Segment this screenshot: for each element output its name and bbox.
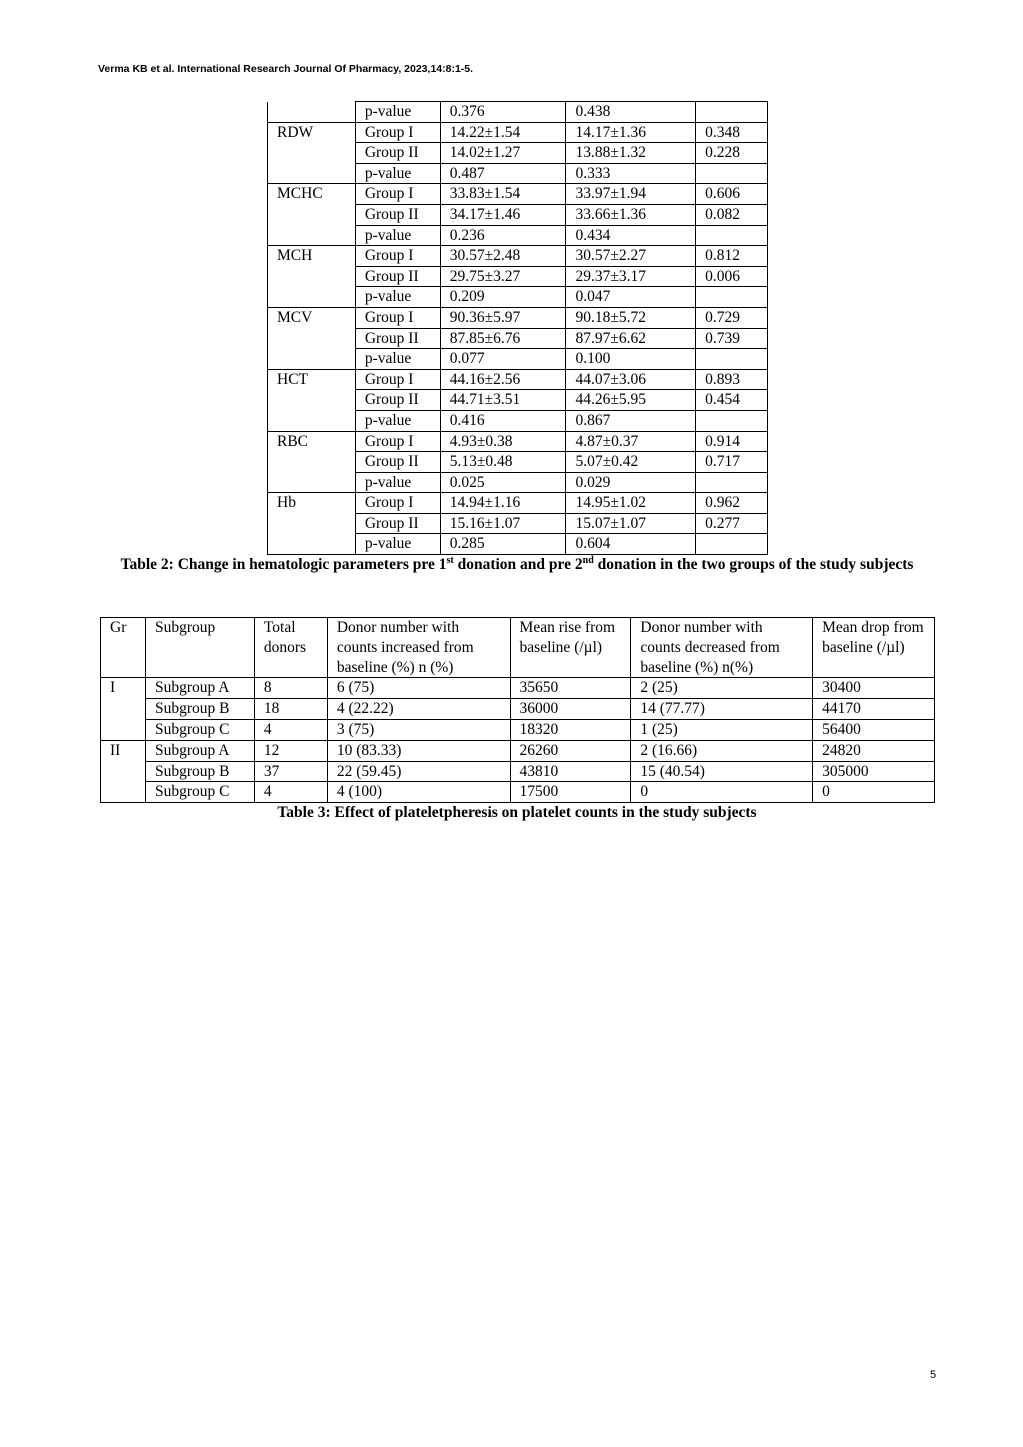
group-cell: Group II xyxy=(355,452,440,473)
total-donors-cell: 4 xyxy=(254,719,327,740)
mean-drop-cell: 56400 xyxy=(813,719,935,740)
decreased-count-cell: 15 (40.54) xyxy=(631,761,813,782)
table-row xyxy=(268,102,768,123)
group-cell: p-value xyxy=(355,410,440,431)
decreased-count-cell: 2 (25) xyxy=(631,678,813,699)
subgroup-cell: Subgroup B xyxy=(145,699,254,720)
table-row xyxy=(101,719,935,740)
total-donors-cell: 12 xyxy=(254,740,327,761)
table-row xyxy=(268,225,768,246)
increased-count-cell: 4 (22.22) xyxy=(327,699,510,720)
parameter-cell: MCHC xyxy=(268,184,356,205)
table-3-platelet-counts xyxy=(100,617,935,803)
pre-first-donation-cell: 14.22±1.54 xyxy=(440,122,566,143)
pre-second-donation-cell: 0.047 xyxy=(566,287,696,308)
group-cell: I xyxy=(101,678,146,699)
pre-first-donation-cell: 0.236 xyxy=(440,225,566,246)
group-cell: Group II xyxy=(355,204,440,225)
group-cell: Group II xyxy=(355,266,440,287)
p-value-cell: 0.812 xyxy=(696,246,768,267)
table-3-caption: Table 3: Effect of plateletpheresis on platelet counts in the study subjects xyxy=(277,804,757,821)
group-cell xyxy=(101,699,146,720)
parameter-cell xyxy=(268,452,356,473)
group-cell: p-value xyxy=(355,472,440,493)
p-value-cell xyxy=(696,163,768,184)
decreased-count-cell: 14 (77.77) xyxy=(631,699,813,720)
mean-rise-cell: 26260 xyxy=(510,740,631,761)
group-cell: Group I xyxy=(355,246,440,267)
group-cell: Group II xyxy=(355,328,440,349)
running-head: Verma KB et al. International Research Journal Of Pharmacy, 2023,14:8:1-5. xyxy=(98,63,474,75)
table-row xyxy=(101,761,935,782)
p-value-cell: 0.717 xyxy=(696,452,768,473)
pre-first-donation-cell: 5.13±0.48 xyxy=(440,452,566,473)
parameter-cell xyxy=(268,328,356,349)
pre-first-donation-cell: 29.75±3.27 xyxy=(440,266,566,287)
increased-count-cell: 10 (83.33) xyxy=(327,740,510,761)
mean-drop-cell: 305000 xyxy=(813,761,935,782)
parameter-cell: Hb xyxy=(268,493,356,514)
pre-first-donation-cell: 0.416 xyxy=(440,410,566,431)
p-value-cell: 0.914 xyxy=(696,431,768,452)
table-row xyxy=(101,699,935,720)
group-cell xyxy=(101,761,146,782)
group-cell xyxy=(101,719,146,740)
decreased-count-cell: 2 (16.66) xyxy=(631,740,813,761)
group-cell: Group I xyxy=(355,431,440,452)
group-cell: II xyxy=(101,740,146,761)
column-header: Donor number with counts decreased from baseline (%) n(%) xyxy=(631,618,813,678)
table-row xyxy=(268,513,768,534)
column-header: Subgroup xyxy=(145,618,254,678)
page-number: 5 xyxy=(930,1369,937,1381)
pre-second-donation-cell: 14.95±1.02 xyxy=(566,493,696,514)
table-row xyxy=(268,163,768,184)
table-row xyxy=(268,184,768,205)
pre-first-donation-cell: 0.285 xyxy=(440,534,566,555)
p-value-cell: 0.893 xyxy=(696,369,768,390)
parameter-cell xyxy=(268,143,356,164)
p-value-cell xyxy=(696,287,768,308)
column-header: Mean rise from baseline (/µl) xyxy=(510,618,631,678)
increased-count-cell: 22 (59.45) xyxy=(327,761,510,782)
mean-drop-cell: 30400 xyxy=(813,678,935,699)
pre-second-donation-cell: 15.07±1.07 xyxy=(566,513,696,534)
table-row xyxy=(268,369,768,390)
group-cell: Group I xyxy=(355,122,440,143)
group-cell: Group I xyxy=(355,493,440,514)
parameter-cell: MCH xyxy=(268,246,356,267)
group-cell xyxy=(101,782,146,803)
pre-first-donation-cell: 90.36±5.97 xyxy=(440,307,566,328)
parameter-cell xyxy=(268,349,356,370)
pre-second-donation-cell: 14.17±1.36 xyxy=(566,122,696,143)
table-row xyxy=(101,782,935,803)
increased-count-cell: 3 (75) xyxy=(327,719,510,740)
mean-rise-cell: 35650 xyxy=(510,678,631,699)
total-donors-cell: 18 xyxy=(254,699,327,720)
table-row xyxy=(268,204,768,225)
group-cell: Group I xyxy=(355,307,440,328)
table-row xyxy=(268,349,768,370)
pre-first-donation-cell: 34.17±1.46 xyxy=(440,204,566,225)
p-value-cell: 0.606 xyxy=(696,184,768,205)
increased-count-cell: 4 (100) xyxy=(327,782,510,803)
pre-second-donation-cell: 30.57±2.27 xyxy=(566,246,696,267)
table-row xyxy=(268,307,768,328)
pre-second-donation-cell: 0.434 xyxy=(566,225,696,246)
p-value-cell: 0.729 xyxy=(696,307,768,328)
parameter-cell: RBC xyxy=(268,431,356,452)
parameter-cell: MCV xyxy=(268,307,356,328)
column-header: Donor number with counts increased from baseline (%) n (%) xyxy=(327,618,510,678)
table-row xyxy=(268,493,768,514)
parameter-cell xyxy=(268,266,356,287)
table-row xyxy=(268,287,768,308)
parameter-cell xyxy=(268,513,356,534)
pre-first-donation-cell: 0.487 xyxy=(440,163,566,184)
group-cell: p-value xyxy=(355,102,440,123)
p-value-cell: 0.739 xyxy=(696,328,768,349)
pre-second-donation-cell: 13.88±1.32 xyxy=(566,143,696,164)
p-value-cell: 0.454 xyxy=(696,390,768,411)
table-row xyxy=(268,122,768,143)
pre-second-donation-cell: 0.029 xyxy=(566,472,696,493)
group-cell: Group II xyxy=(355,143,440,164)
p-value-cell: 0.277 xyxy=(696,513,768,534)
p-value-cell: 0.962 xyxy=(696,493,768,514)
parameter-cell xyxy=(268,534,356,555)
pre-second-donation-cell: 29.37±3.17 xyxy=(566,266,696,287)
pre-second-donation-cell: 0.333 xyxy=(566,163,696,184)
pre-second-donation-cell: 33.66±1.36 xyxy=(566,204,696,225)
pre-second-donation-cell: 87.97±6.62 xyxy=(566,328,696,349)
subgroup-cell: Subgroup C xyxy=(145,782,254,803)
group-cell: p-value xyxy=(355,287,440,308)
pre-first-donation-cell: 0.077 xyxy=(440,349,566,370)
column-header: Mean drop from baseline (/µl) xyxy=(813,618,935,678)
parameter-cell xyxy=(268,390,356,411)
pre-second-donation-cell: 44.26±5.95 xyxy=(566,390,696,411)
table-row xyxy=(268,143,768,164)
group-cell: Group II xyxy=(355,390,440,411)
parameter-cell xyxy=(268,204,356,225)
table-row xyxy=(268,246,768,267)
decreased-count-cell: 0 xyxy=(631,782,813,803)
pre-first-donation-cell: 0.209 xyxy=(440,287,566,308)
p-value-cell xyxy=(696,472,768,493)
group-cell: p-value xyxy=(355,225,440,246)
pre-first-donation-cell: 87.85±6.76 xyxy=(440,328,566,349)
pre-first-donation-cell: 14.02±1.27 xyxy=(440,143,566,164)
p-value-cell: 0.228 xyxy=(696,143,768,164)
p-value-cell xyxy=(696,410,768,431)
subgroup-cell: Subgroup B xyxy=(145,761,254,782)
subgroup-cell: Subgroup C xyxy=(145,719,254,740)
pre-second-donation-cell: 5.07±0.42 xyxy=(566,452,696,473)
parameter-cell xyxy=(268,102,356,123)
p-value-cell: 0.006 xyxy=(696,266,768,287)
pre-second-donation-cell: 0.100 xyxy=(566,349,696,370)
mean-drop-cell: 44170 xyxy=(813,699,935,720)
pre-second-donation-cell: 0.867 xyxy=(566,410,696,431)
total-donors-cell: 37 xyxy=(254,761,327,782)
pre-second-donation-cell: 0.438 xyxy=(566,102,696,123)
group-cell: p-value xyxy=(355,534,440,555)
table-row xyxy=(268,390,768,411)
group-cell: Group I xyxy=(355,184,440,205)
mean-rise-cell: 18320 xyxy=(510,719,631,740)
table-row xyxy=(268,472,768,493)
mean-drop-cell: 24820 xyxy=(813,740,935,761)
pre-second-donation-cell: 90.18±5.72 xyxy=(566,307,696,328)
pre-second-donation-cell: 33.97±1.94 xyxy=(566,184,696,205)
table-2-caption: Table 2: Change in hematologic parameters pre 1st donation and pre 2nd donation in the two groups of the study subjects xyxy=(120,555,914,573)
total-donors-cell: 4 xyxy=(254,782,327,803)
pre-first-donation-cell: 0.376 xyxy=(440,102,566,123)
table-row xyxy=(268,452,768,473)
parameter-cell xyxy=(268,163,356,184)
table-row xyxy=(101,740,935,761)
group-cell: Group I xyxy=(355,369,440,390)
group-cell: Group II xyxy=(355,513,440,534)
mean-rise-cell: 17500 xyxy=(510,782,631,803)
decreased-count-cell: 1 (25) xyxy=(631,719,813,740)
p-value-cell xyxy=(696,534,768,555)
p-value-cell: 0.082 xyxy=(696,204,768,225)
table-row xyxy=(268,410,768,431)
pre-first-donation-cell: 15.16±1.07 xyxy=(440,513,566,534)
pre-first-donation-cell: 44.16±2.56 xyxy=(440,369,566,390)
pre-first-donation-cell: 0.025 xyxy=(440,472,566,493)
increased-count-cell: 6 (75) xyxy=(327,678,510,699)
subgroup-cell: Subgroup A xyxy=(145,678,254,699)
parameter-cell xyxy=(268,225,356,246)
pre-second-donation-cell: 4.87±0.37 xyxy=(566,431,696,452)
table-header-row xyxy=(101,618,935,678)
p-value-cell xyxy=(696,349,768,370)
pre-first-donation-cell: 4.93±0.38 xyxy=(440,431,566,452)
mean-rise-cell: 36000 xyxy=(510,699,631,720)
subgroup-cell: Subgroup A xyxy=(145,740,254,761)
pre-first-donation-cell: 44.71±3.51 xyxy=(440,390,566,411)
total-donors-cell: 8 xyxy=(254,678,327,699)
table-row xyxy=(268,266,768,287)
parameter-cell xyxy=(268,410,356,431)
table-row xyxy=(268,431,768,452)
group-cell: p-value xyxy=(355,163,440,184)
p-value-cell xyxy=(696,225,768,246)
parameter-cell: HCT xyxy=(268,369,356,390)
table-row xyxy=(268,328,768,349)
pre-first-donation-cell: 30.57±2.48 xyxy=(440,246,566,267)
column-header: Total donors xyxy=(254,618,327,678)
pre-first-donation-cell: 33.83±1.54 xyxy=(440,184,566,205)
column-header: Gr xyxy=(101,618,146,678)
pre-second-donation-cell: 44.07±3.06 xyxy=(566,369,696,390)
group-cell: p-value xyxy=(355,349,440,370)
table-row xyxy=(101,678,935,699)
parameter-cell: RDW xyxy=(268,122,356,143)
table-2-hematologic-parameters xyxy=(267,101,768,555)
table-row xyxy=(268,534,768,555)
mean-drop-cell: 0 xyxy=(813,782,935,803)
parameter-cell xyxy=(268,472,356,493)
pre-first-donation-cell: 14.94±1.16 xyxy=(440,493,566,514)
mean-rise-cell: 43810 xyxy=(510,761,631,782)
pre-second-donation-cell: 0.604 xyxy=(566,534,696,555)
p-value-cell xyxy=(696,102,768,123)
parameter-cell xyxy=(268,287,356,308)
p-value-cell: 0.348 xyxy=(696,122,768,143)
